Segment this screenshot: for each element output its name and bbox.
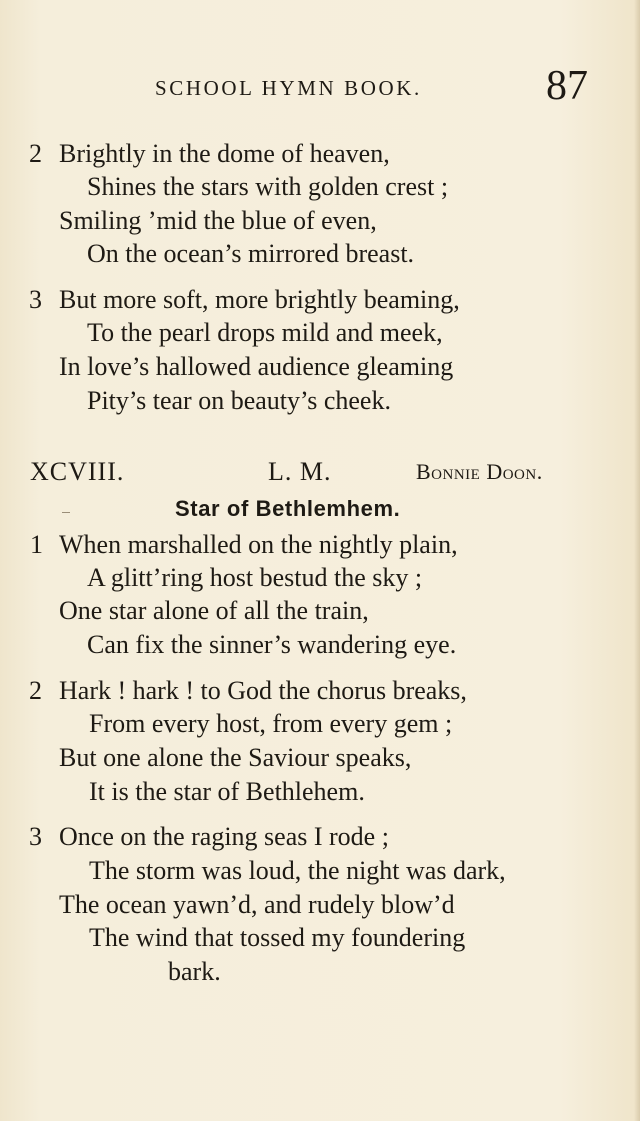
page-number: 87: [546, 63, 588, 109]
running-header: SCHOOL HYMN BOOK.: [155, 76, 422, 100]
verse-line: Shines the stars with golden crest ;: [87, 172, 449, 201]
verse-line: One star alone of all the train,: [59, 596, 369, 625]
verse-line: When marshalled on the nightly plain,: [59, 530, 458, 559]
verse-line: But one alone the Saviour speaks,: [59, 743, 412, 772]
verse-line: The ocean yawn’d, and rudely blow’d: [59, 890, 455, 919]
verse-line: From every host, from every gem ;: [89, 709, 453, 738]
verse-number: 3: [29, 285, 42, 314]
verse-number: 2: [29, 676, 42, 705]
verse-line: bark.: [168, 957, 221, 986]
verse-line: But more soft, more brightly beaming,: [59, 285, 460, 314]
hymn-number: XCVIII.: [30, 457, 125, 486]
verse-line: Can fix the sinner’s wandering eye.: [87, 630, 457, 659]
verse-line: To the pearl drops mild and meek,: [87, 318, 443, 347]
verse-line: It is the star of Bethlehem.: [89, 777, 365, 806]
verse-number: 2: [29, 139, 42, 168]
verse-line: On the ocean’s mirrored breast.: [87, 239, 415, 268]
hymn-title: Star of Bethlemhem.: [175, 496, 401, 521]
verse-line: Hark ! hark ! to God the chorus breaks,: [59, 676, 467, 705]
verse-line: Pity’s tear on beauty’s cheek.: [87, 386, 391, 415]
printer-mark: [62, 512, 70, 513]
verse-line: The wind that tossed my foundering: [89, 923, 466, 952]
verse-line: The storm was loud, the night was dark,: [89, 856, 506, 885]
verse-line: Once on the raging seas I rode ;: [59, 822, 389, 851]
tune-name: Bonnie Doon.: [416, 459, 543, 484]
page-edge-shadow: [634, 0, 640, 1121]
verse-number: 1: [30, 530, 43, 559]
verse-line: In love’s hallowed audience gleaming: [59, 352, 454, 381]
verse-number: 3: [29, 822, 42, 851]
verse-line: Smiling ’mid the blue of even,: [59, 206, 377, 235]
hymn-meter: L. M.: [268, 457, 332, 486]
verse-line: Brightly in the dome of heaven,: [59, 139, 390, 168]
verse-line: A glitt’ring host bestud the sky ;: [87, 563, 423, 592]
